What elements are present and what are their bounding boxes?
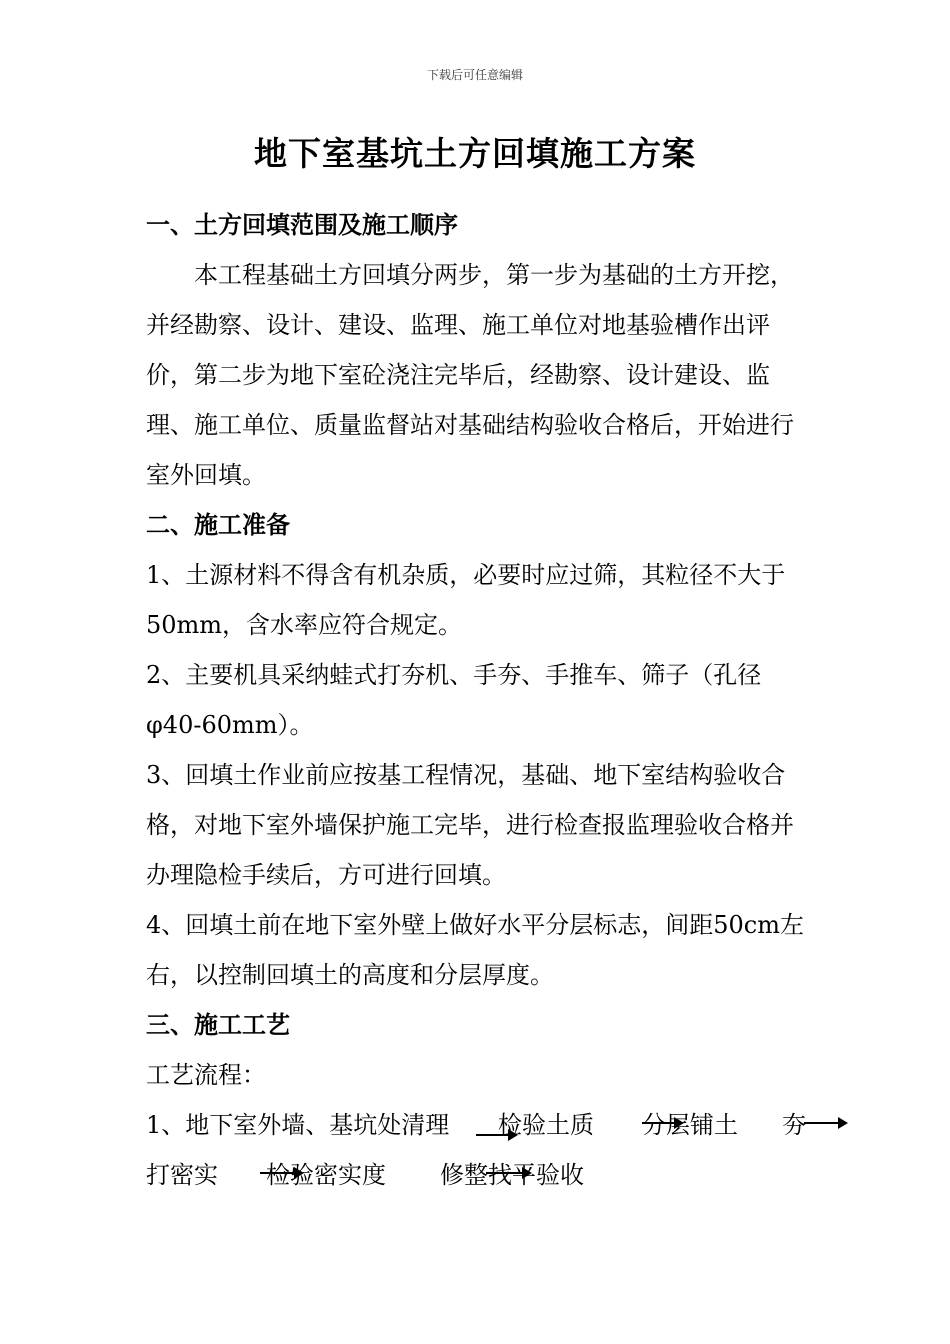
section-heading-preparation: 二、施工准备: [146, 510, 290, 539]
arrow-right-icon: [804, 1122, 846, 1124]
section-heading-scope: 一、土方回填范围及施工顺序: [146, 210, 458, 239]
flow-step-compact: 打密实: [146, 1161, 218, 1189]
flow-step-check-density: 检验密实度: [266, 1161, 386, 1189]
list-item: 1、土源材料不得含有机杂质，必要时应过筛，其粒径不大于50mm，含水率应符合规定。: [146, 561, 786, 639]
process-flow-line-2: [146, 1150, 808, 1200]
flow-step-finish: 修整找平验收: [440, 1161, 584, 1189]
list-item: 2、主要机具采纳蛙式打夯机、手夯、手推车、筛子（孔径φ40-60mm）。: [146, 661, 762, 739]
paragraph-scope: 本工程基础土方回填分两步，第一步为基础的土方开挖，并经勘察、设计、建设、监理、施工单位对地基验槽作出评价，第二步为地下室砼浇注完毕后，经勘察、设计建设、监理、施工单位、质量监督站对基础结构验收合格后，开始进行室外回填。: [146, 261, 794, 489]
flow-step-clean: 1、地下室外墙、基坑处清理: [146, 1111, 450, 1139]
list-item: 3、回填土作业前应按基工程情况，基础、地下室结构验收合格，对地下室外墙保护施工完毕，进行检查报监理验收合格并办理隐检手续后，方可进行回填。: [146, 761, 794, 889]
section-heading-process: 三、施工工艺: [146, 1010, 290, 1039]
document-body: [146, 200, 808, 1200]
document-title: 地下室基坑土方回填施工方案: [254, 134, 696, 173]
flow-step-check-soil: 检验土质: [498, 1111, 594, 1139]
flow-label: 工艺流程：: [146, 1061, 266, 1089]
flow-step-tamp: 夯: [782, 1111, 806, 1139]
list-item: 4、回填土前在地下室外壁上做好水平分层标志，间距50cm左右，以控制回填土的高度和分层厚度。: [146, 911, 805, 989]
process-flow-line-1: [146, 1100, 808, 1150]
header-note: 下载后可任意编辑: [426, 68, 523, 82]
flow-step-layer-soil: 分层铺土: [642, 1111, 738, 1139]
